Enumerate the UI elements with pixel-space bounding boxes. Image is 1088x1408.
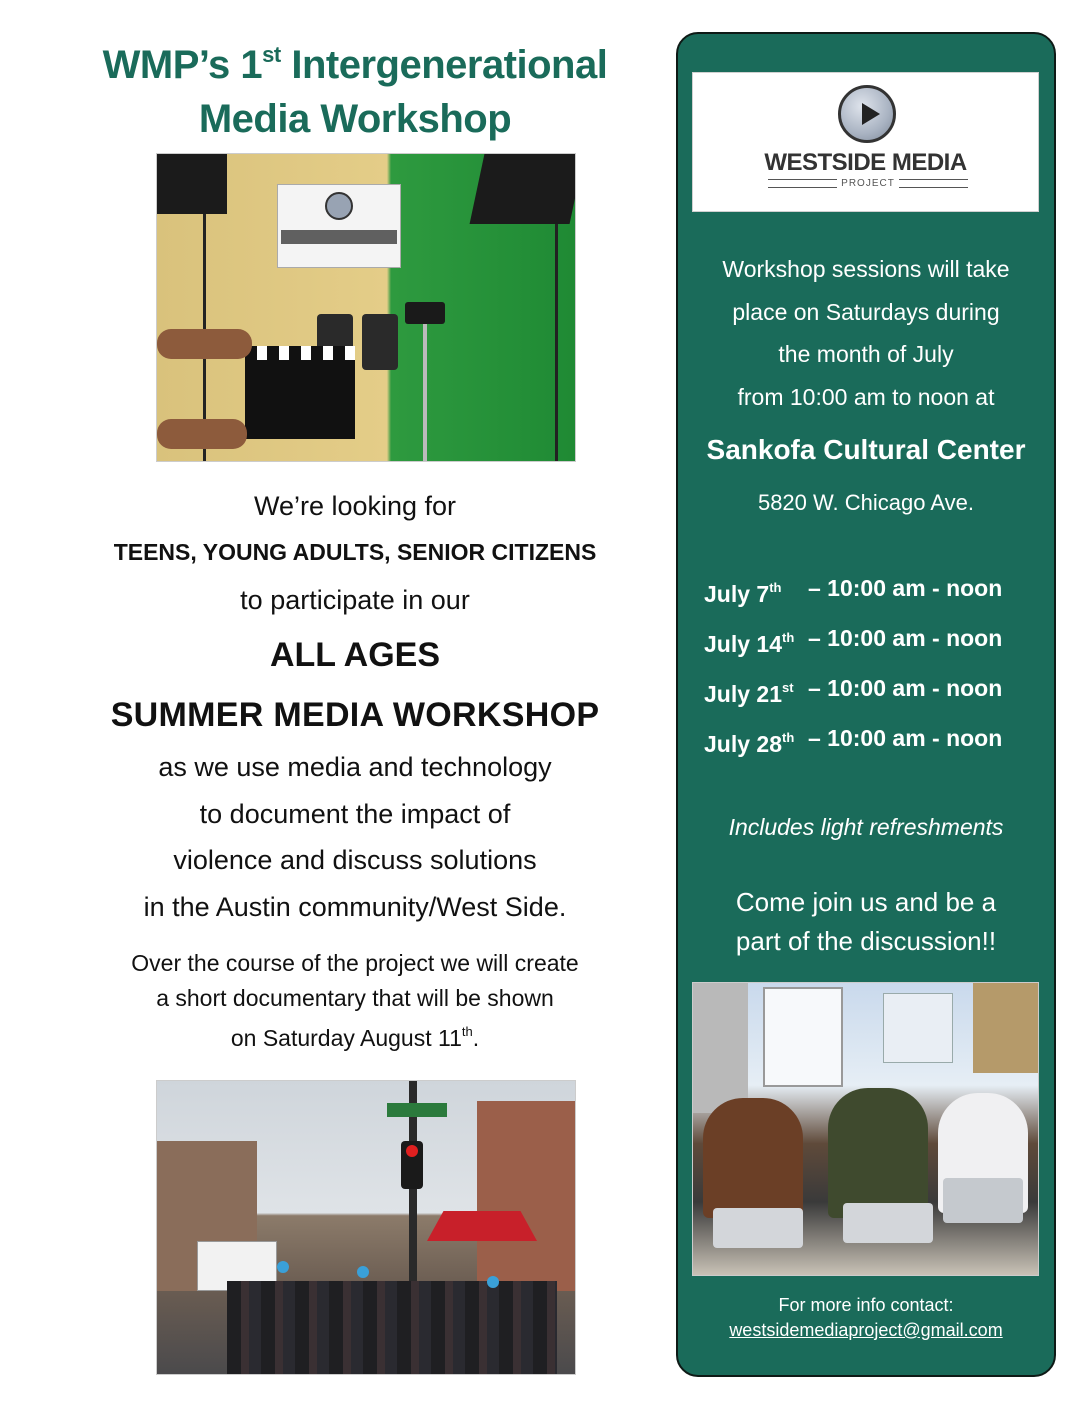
page-title	[40, 28, 670, 146]
logo-name: WESTSIDE MEDIA	[764, 149, 967, 176]
logo-subtitle: PROJECT	[768, 179, 968, 188]
date-row: July 14th – 10:00 am - noon	[704, 625, 1003, 657]
street-photo	[156, 1080, 576, 1375]
participate-text: to participate in our	[240, 585, 470, 615]
westside-media-logo	[692, 72, 1039, 212]
documentary-line: a short documentary that will be shown	[156, 984, 554, 1011]
contact-email-link[interactable]: westsidemediaproject@gmail.com	[729, 1320, 1003, 1340]
session-line: the month of July	[778, 341, 954, 367]
session-line: Workshop sessions will take	[722, 256, 1010, 282]
venue-address: 5820 W. Chicago Ave.	[757, 490, 975, 515]
join-invite: Come join us and be a part of the discussion!!	[735, 887, 997, 956]
session-dates	[704, 570, 1044, 770]
session-info	[680, 248, 1052, 418]
session-line: from 10:00 am to noon at	[737, 383, 995, 410]
date-row: July 28th – 10:00 am - noon	[704, 725, 1003, 757]
description-line: in the Austin community/West Side.	[143, 891, 567, 922]
workshop-description	[60, 744, 650, 930]
studio-photo	[156, 153, 576, 462]
refreshments-note: Includes light refreshments	[728, 814, 1004, 840]
venue-name: Sankofa Cultural Center	[706, 434, 1026, 465]
play-icon	[838, 85, 896, 143]
summer-workshop-heading: SUMMER MEDIA WORKSHOP	[110, 696, 600, 734]
title-line-1: WMP’s 1st Intergenerational	[102, 42, 608, 87]
looking-for-text: We’re looking for	[253, 491, 457, 521]
date-row: July 21st – 10:00 am - noon	[704, 675, 1003, 707]
documentary-line: Over the course of the project we will create	[131, 950, 579, 976]
audience-text: TEENS, YOUNG ADULTS, SENIOR CITIZENS	[113, 539, 597, 565]
contact-label: For more info contact:	[778, 1295, 954, 1315]
documentary-line: on Saturday August 11th.	[230, 1024, 480, 1051]
documentary-note	[60, 946, 650, 1056]
session-line: place on Saturdays during	[732, 298, 1000, 325]
title-line-2: Media Workshop	[198, 97, 512, 141]
description-line: to document the impact of	[199, 798, 511, 829]
all-ages-heading: ALL AGES	[269, 636, 441, 674]
description-line: as we use media and technology	[158, 752, 552, 782]
date-row: July 7th – 10:00 am - noon	[704, 575, 1003, 607]
meeting-photo	[692, 982, 1039, 1276]
description-line: violence and discuss solutions	[173, 845, 537, 875]
